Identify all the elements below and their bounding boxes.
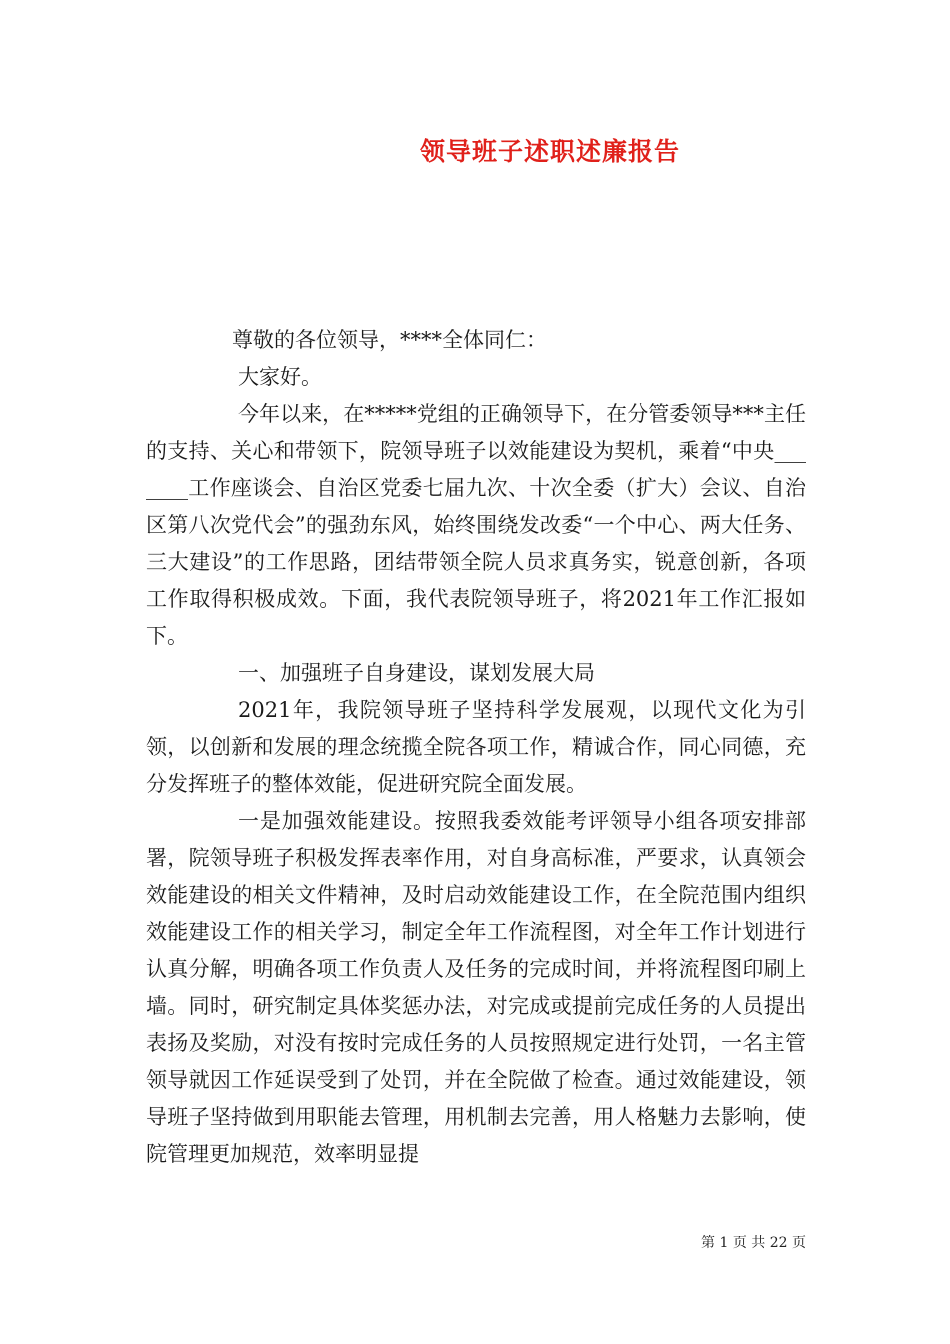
section-heading: 一、加强班子自身建设，谋划发展大局 (238, 661, 595, 685)
body-paragraph: 一是加强效能建设。按照我委效能考评领导小组各项安排部署，院领导班子积极发挥表率作用，对自身高标准，严要求，认真领会效能建设的相关文件精神，及时启动效能建设工作，在全院范围内组织效能建设工作的相关学习，制定全年工作流程图，对全年工作计划进行认真分解，明确各项工作负责人及任务的完成时间，并将流程图印刷上墙。同时，研究制定具体奖惩办法，对完成或提前完成任务的人员提出表扬及奖励，对没有按时完成任务的人员按照规定进行处罚，一名主管领导就因工作延误受到了处罚，并在全院做了检查。通过效能建设，领导班子坚持做到用职能去管理，用机制去完善，用人格魅力去影响，使院管理更加规范，效率明显提 (146, 809, 806, 1166)
document-body (146, 322, 806, 1173)
page-number: 第 1 页 共 22 页 (701, 1235, 806, 1251)
intro-paragraph: 今年以来，在*****党组的正确领导下，在分管委领导***主任的支持、关心和带领下，院领导班子以效能建设为契机，乘着“中央_______工作座谈会、自治区党委七届九次、十次全委（扩大）会议、自治区第八次党代会”的强劲东风，始终围绕发改委“一个中心、两大任务、三大建设”的工作思路，团结带领全院人员求真务实，锐意创新，各项工作取得积极成效。下面，我代表院领导班子，将2021年工作汇报如下。 (146, 402, 806, 648)
greeting: 大家好。 (238, 365, 322, 389)
body-paragraph: 2021年，我院领导班子坚持科学发展观，以现代文化为引领，以创新和发展的理念统揽全院各项工作，精诚合作，同心同德，充分发挥班子的整体效能，促进研究院全面发展。 (146, 698, 806, 796)
salutation: 尊敬的各位领导，****全体同仁： (232, 328, 547, 352)
document-title: 领导班子述职述廉报告 (419, 137, 680, 166)
